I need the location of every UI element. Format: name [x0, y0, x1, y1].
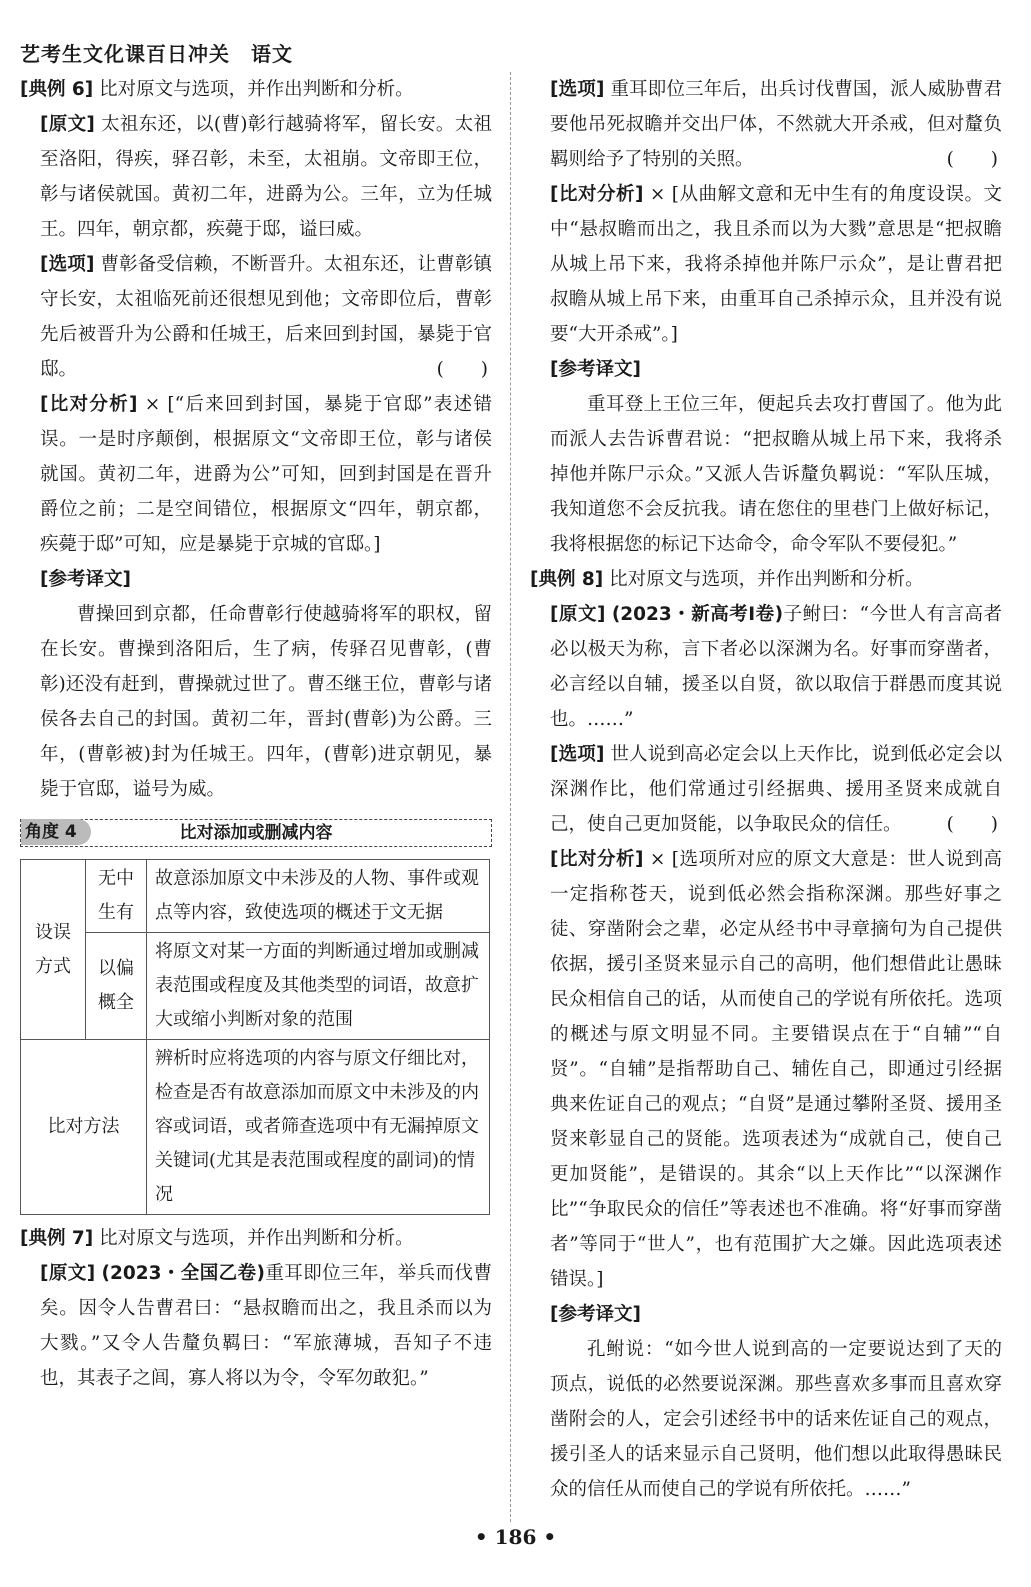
example-8-option: [选项] 世人说到高必定会以上天作比，说到低必定会以深渊作比，他们常通过引经据典、援用圣贤来成就自己，使自己更加贤能，以争取民众的信任。 ( ) [530, 737, 1002, 842]
example-7-translation: 重耳登上王位三年，便起兵去攻打曹国了。他为此而派人去告诉曹君说：“把叔瞻从城上吊下来，我将杀掉他并陈尸示众。”又派人告诉釐负羁说：“军队压城，我知道您不会反抗我。请在您住的里巷门上做好标记，我将根据您的标记下达命令，命令军队不要侵犯。” [550, 394, 1002, 555]
example-6-translation: 曹操回到京都，任命曹彰行使越骑将军的职权，留在长安。曹操到洛阳后，生了病，传驿召见曹彰，(曹彰)还没有赶到，曹操就过世了。曹丕继王位，曹彰与诸侯各去自己的封国。黄初二年，晋封(曹彰)为公爵。三年，(曹彰被)封为任城王。四年，(曹彰)进京朝见，暴毙于官邸，谥号为威。 [40, 604, 492, 800]
right-column [530, 72, 1002, 1507]
column-divider [510, 72, 511, 1522]
table-head-compare-method: 比对方法 [21, 1040, 147, 1215]
example-8-prompt: [典例 8] 比对原文与选项，并作出判断和分析。 [530, 569, 924, 590]
answer-blank[interactable]: ( ) [946, 814, 998, 835]
example-7-option: [选项] 重耳即位三年后，出兵讨伐曹国，派人威胁曹君要他吊死叔瞻并交出尸体，不然就大开杀戒，但对釐负羁则给予了特别的关照。 ( ) [530, 72, 1002, 177]
example-8-translation: 孔鲋说：“如今世人说到高的一定要说达到了天的顶点，说低的必然要说深渊。那些喜欢多事而且喜欢穿凿附会的人，定会引述经书中的话来佐证自己的观点，援引圣人的话来显示自己贤明，他们想以此取得愚昧民众的信任从而使自己的学说有所依托。……” [550, 1339, 1002, 1500]
example-6-original: [原文] 太祖东还，以(曹)彰行越骑将军，留长安。太祖至洛阳，得疾，驿召彰，未至，太祖崩。文帝即王位，彰与诸侯就国。黄初二年，进爵为公。三年，立为任城王。四年，朝京都，疾薨于邸，谥曰威。 [40, 114, 492, 240]
angle-badge: 角度 4 [21, 819, 91, 845]
table-cell-overgeneralization: 将原文对某一方面的判断通过增加或删减表范围或程度及其他类型的词语，故意扩大或缩小判断对象的范围 [147, 933, 490, 1040]
example-7-analysis: [比对分析] × [从曲解文意和无中生有的角度设误。文中“悬叔瞻而出之，我且杀而以为大戮”意思是“把叔瞻从城上吊下来，我将杀掉他并陈尸示众”，是让曹君把叔瞻从城上吊下来，由重耳自己杀掉示众，且并没有说要“大开杀戒”。] [550, 184, 1002, 345]
example-7-source: (2023・全国乙卷) [101, 1263, 265, 1284]
table-sub-fabrication: 无中生有 [86, 860, 147, 933]
table-cell-fabrication: 故意添加原文中未涉及的人物、事件或观点等内容，致使选项的概述于文无据 [147, 860, 490, 933]
answer-blank[interactable]: ( ) [436, 359, 488, 380]
example-6-analysis: [比对分析] × [“后来回到封国，暴毙于官邸”表述错误。一是时序颠倒，根据原文“文帝即王位，彰与诸侯就国。黄初二年，进爵为公”可知，回到封国是在晋升爵位之前；二是空间错位，根据原文“四年，朝京都，疾薨于邸”可知，应是暴毙于京城的官邸。] [40, 394, 492, 555]
book-title: 艺考生文化课百日冲关 语文 [20, 42, 293, 66]
example-8-translation-tag: [参考译文] [550, 1304, 641, 1325]
example-6-label: 典例 6 [28, 79, 85, 100]
table-sub-overgeneralization: 以偏概全 [86, 933, 147, 1040]
example-7-original: [原文] (2023・全国乙卷)重耳即位三年，举兵而伐曹矣。因令人告曹君曰：“悬叔瞻而出之，我且杀而以为大戮。”又令人告釐负羁曰：“军旅薄城，吾知子不违也，其表子之闾，寡人将以为令，令军勿敢犯。” [40, 1263, 492, 1389]
example-6-prompt: [典例 6] 比对原文与选项，并作出判断和分析。 [20, 79, 414, 100]
example-8-analysis: [比对分析] × [选项所对应的原文大意是：世人说到高一定指称苍天，说到低必然会指称深渊。那些好事之徒、穿凿附会之辈，必定从经书中寻章摘句为自己提供依据，援引圣贤来显示自己的高明，他们想借此让愚昧民众相信自己的话，从而使自己的学说有所依托。选项的概述与原文明显不同。主要错误点在于“自辅”“自贤”。“自辅”是指帮助自己、辅佐自己，即通过引经据典来佐证自己的观点；“自贤”是通过攀附圣贤、援用圣贤来彰显自己的贤能。选项表述为“成就自己，使自己更加贤能”，是错误的。其余“以上天作比”“以深渊作比”“争取民众的信任”等表述也不准确。将“好事而穿凿者”等同于“世人”，也有范围扩大之嫌。因此选项表述错误。] [550, 849, 1002, 1290]
example-8-label: 典例 8 [538, 569, 595, 590]
example-6-translation-tag: [参考译文] [40, 569, 131, 590]
example-8-source: (2023・新高考Ⅰ卷) [611, 604, 784, 625]
example-7-prompt: [典例 7] 比对原文与选项，并作出判断和分析。 [20, 1228, 414, 1249]
left-column [20, 72, 492, 1396]
table-cell-compare-method: 辨析时应将选项的内容与原文仔细比对，检查是否有故意添加而原文中未涉及的内容或词语，或者筛查选项中有无漏掉原文关键词(尤其是表范围或程度的副词)的情况 [147, 1040, 490, 1215]
example-6-option: [选项] 曹彰备受信赖，不断晋升。太祖东还，让曹彰镇守长安，太祖临死前还很想见到他；文帝即位后，曹彰先后被晋升为公爵和任城王，后来回到封国，暴毙于官邸。 ( ) [20, 247, 492, 387]
table-head-error-type: 设误方式 [21, 860, 86, 1040]
example-7-translation-tag: [参考译文] [550, 359, 641, 380]
page-number: • 186 • [474, 1525, 557, 1549]
example-8-original: [原文] (2023・新高考Ⅰ卷)子鲋曰：“今世人有言高者必以极天为称，言下者必以深渊为名。好事而穿凿者，必言经以自辅，援圣以自贤，欲以取信于群愚而度其说也。……” [550, 604, 1002, 730]
angle-4-bar [20, 819, 492, 847]
answer-blank[interactable]: ( ) [946, 149, 998, 170]
example-7-label: 典例 7 [28, 1228, 85, 1249]
error-method-table [20, 859, 490, 1215]
angle-title: 比对添加或删减内容 [179, 823, 333, 843]
